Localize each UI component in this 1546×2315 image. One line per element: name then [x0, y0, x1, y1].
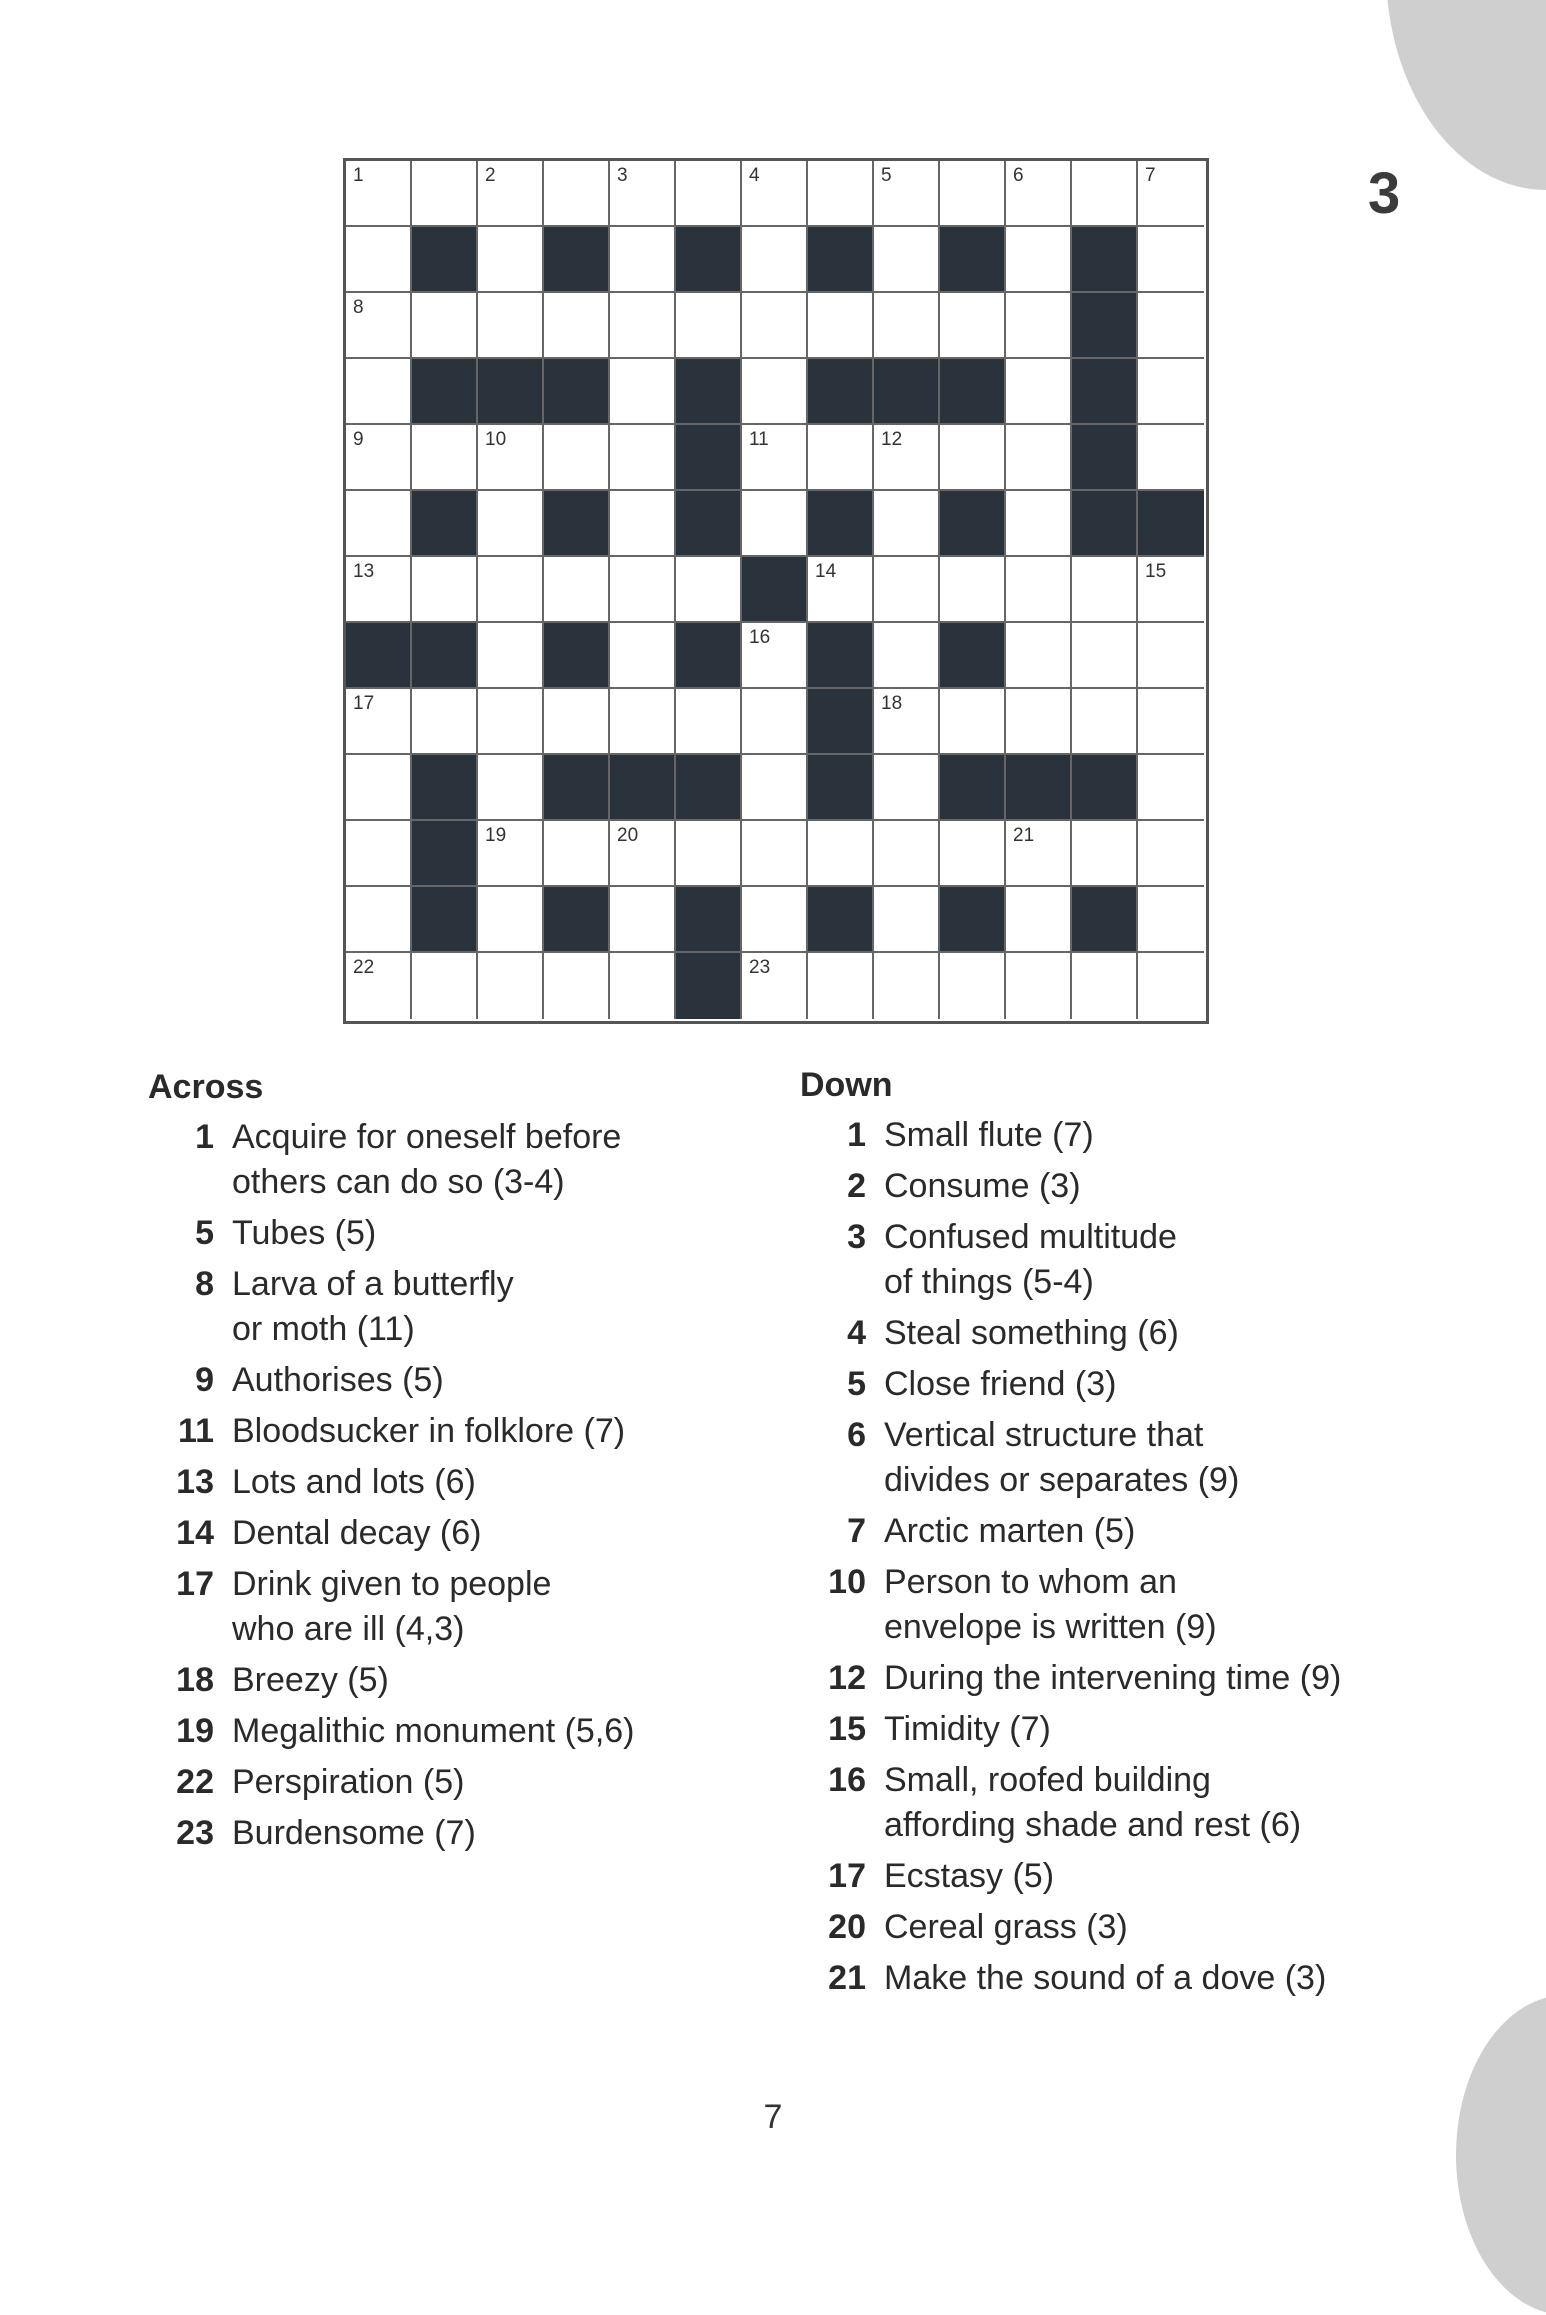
black-square — [676, 359, 742, 425]
answer-cell[interactable] — [412, 425, 478, 491]
page-number: 7 — [763, 2098, 783, 2136]
answer-cell[interactable] — [346, 953, 412, 1019]
puzzle-number: 3 — [1368, 161, 1401, 226]
clue-text: Vertical structure that divides or separates (9) — [884, 1416, 1240, 1499]
answer-cell[interactable] — [742, 953, 808, 1019]
answer-cell[interactable] — [1138, 689, 1204, 755]
cell-number: 5 — [881, 165, 892, 186]
black-square — [412, 821, 478, 887]
black-square — [808, 755, 874, 821]
cell-number: 15 — [1145, 561, 1167, 582]
clue-text: During the intervening time (9) — [884, 1659, 1342, 1697]
clue-text: Small, roofed building affording shade and rest (6) — [884, 1761, 1302, 1844]
clue-text: Dental decay (6) — [232, 1514, 482, 1552]
black-square — [544, 755, 610, 821]
clue-number: 16 — [828, 1761, 866, 1799]
clue-number: 21 — [828, 1959, 866, 1997]
answer-cell[interactable] — [1138, 161, 1204, 227]
down-clue — [800, 1311, 1420, 1356]
answer-cell[interactable] — [1072, 557, 1138, 623]
answer-cell[interactable] — [808, 425, 874, 491]
black-square — [940, 359, 1006, 425]
answer-cell[interactable] — [874, 953, 940, 1019]
across-clue — [148, 1409, 708, 1454]
black-square — [676, 887, 742, 953]
cell-number: 10 — [485, 429, 507, 450]
clue-number: 12 — [828, 1659, 866, 1697]
black-square — [1072, 755, 1138, 821]
answer-cell[interactable] — [1138, 953, 1204, 1019]
clue-number: 7 — [847, 1512, 866, 1550]
black-square — [1072, 227, 1138, 293]
clue-text: Acquire for oneself before others can do so (3-4) — [232, 1118, 622, 1201]
black-square — [1072, 491, 1138, 557]
answer-cell[interactable] — [544, 689, 610, 755]
black-square — [676, 623, 742, 689]
black-square — [544, 887, 610, 953]
page-curl-decoration — [1456, 1995, 1546, 2315]
black-square — [808, 227, 874, 293]
clue-text: Tubes (5) — [232, 1214, 377, 1252]
clue-number: 5 — [847, 1365, 866, 1403]
answer-cell[interactable] — [478, 953, 544, 1019]
clue-text: Ecstasy (5) — [884, 1857, 1055, 1895]
answer-cell[interactable] — [1072, 953, 1138, 1019]
clue-number: 14 — [176, 1514, 214, 1552]
across-heading: Across — [148, 1068, 264, 1106]
across-clue — [148, 1658, 708, 1703]
black-square — [940, 887, 1006, 953]
black-square — [412, 227, 478, 293]
clue-text: Burdensome (7) — [232, 1814, 476, 1852]
answer-cell[interactable] — [610, 227, 676, 293]
answer-cell[interactable] — [478, 557, 544, 623]
answer-cell[interactable] — [874, 161, 940, 227]
black-square — [940, 623, 1006, 689]
clue-text: Person to whom an envelope is written (9) — [884, 1563, 1217, 1646]
answer-cell[interactable] — [610, 953, 676, 1019]
clue-text: Timidity (7) — [884, 1710, 1051, 1748]
answer-cell[interactable] — [676, 161, 742, 227]
answer-cell[interactable] — [874, 491, 940, 557]
answer-cell[interactable] — [1138, 227, 1204, 293]
answer-cell[interactable] — [1138, 623, 1204, 689]
down-clue — [800, 1362, 1420, 1407]
clue-text: Drink given to people who are ill (4,3) — [232, 1565, 552, 1648]
clue-number: 17 — [176, 1565, 214, 1603]
answer-cell[interactable] — [1006, 359, 1072, 425]
black-square — [676, 953, 742, 1019]
cell-number: 7 — [1145, 165, 1156, 186]
answer-cell[interactable] — [1006, 623, 1072, 689]
answer-cell[interactable] — [808, 557, 874, 623]
answer-cell[interactable] — [346, 557, 412, 623]
answer-cell[interactable] — [874, 887, 940, 953]
clue-number: 3 — [847, 1218, 866, 1256]
cell-number: 13 — [353, 561, 375, 582]
answer-cell[interactable] — [1072, 689, 1138, 755]
across-clue — [148, 1211, 708, 1256]
black-square — [412, 491, 478, 557]
clue-number: 17 — [828, 1857, 866, 1895]
answer-cell[interactable] — [874, 821, 940, 887]
cell-number: 19 — [485, 825, 507, 846]
answer-cell[interactable] — [676, 821, 742, 887]
cell-number: 3 — [617, 165, 628, 186]
across-clue — [148, 1358, 708, 1403]
clue-text: Bloodsucker in folklore (7) — [232, 1412, 626, 1450]
answer-cell[interactable] — [478, 821, 544, 887]
cell-number: 21 — [1013, 825, 1035, 846]
clue-number: 2 — [847, 1167, 866, 1205]
cell-number: 20 — [617, 825, 639, 846]
answer-cell[interactable] — [1138, 821, 1204, 887]
cell-number: 23 — [749, 957, 771, 978]
answer-cell[interactable] — [742, 821, 808, 887]
black-square — [874, 359, 940, 425]
across-clue — [148, 1709, 708, 1754]
answer-cell[interactable] — [544, 557, 610, 623]
black-square — [346, 623, 412, 689]
black-square — [544, 359, 610, 425]
answer-cell[interactable] — [742, 491, 808, 557]
clue-text: Breezy (5) — [232, 1661, 389, 1699]
down-clue — [800, 1758, 1420, 1848]
across-clue-list — [148, 1115, 708, 1862]
answer-cell[interactable] — [874, 623, 940, 689]
answer-cell[interactable] — [610, 623, 676, 689]
answer-cell[interactable] — [874, 557, 940, 623]
answer-cell[interactable] — [610, 557, 676, 623]
page-curl-decoration — [1386, 0, 1546, 190]
across-clue — [148, 1811, 708, 1856]
answer-cell[interactable] — [1006, 425, 1072, 491]
black-square — [742, 557, 808, 623]
black-square — [808, 491, 874, 557]
black-square — [1072, 293, 1138, 359]
down-clue — [800, 1113, 1420, 1158]
answer-cell[interactable] — [346, 491, 412, 557]
black-square — [412, 623, 478, 689]
cell-number: 22 — [353, 957, 375, 978]
clue-number: 13 — [176, 1463, 214, 1501]
down-clue — [800, 1560, 1420, 1650]
answer-cell[interactable] — [1006, 821, 1072, 887]
answer-cell[interactable] — [742, 887, 808, 953]
clue-text: Megalithic monument (5,6) — [232, 1712, 635, 1750]
answer-cell[interactable] — [940, 821, 1006, 887]
answer-cell[interactable] — [478, 227, 544, 293]
clue-text: Arctic marten (5) — [884, 1512, 1136, 1550]
clue-text: Confused multitude of things (5-4) — [884, 1218, 1177, 1301]
answer-cell[interactable] — [1138, 557, 1204, 623]
down-clue-list — [800, 1113, 1420, 2007]
clue-number: 1 — [195, 1118, 214, 1156]
black-square — [808, 359, 874, 425]
answer-cell[interactable] — [676, 557, 742, 623]
answer-cell[interactable] — [940, 293, 1006, 359]
black-square — [676, 227, 742, 293]
black-square — [940, 227, 1006, 293]
clue-number: 8 — [195, 1265, 214, 1303]
answer-cell[interactable] — [742, 623, 808, 689]
answer-cell[interactable] — [1138, 755, 1204, 821]
answer-cell[interactable] — [940, 557, 1006, 623]
answer-cell[interactable] — [940, 161, 1006, 227]
clue-number: 20 — [828, 1908, 866, 1946]
cell-number: 2 — [485, 165, 496, 186]
clue-text: Authorises (5) — [232, 1361, 444, 1399]
across-clue — [148, 1511, 708, 1556]
answer-cell[interactable] — [1072, 623, 1138, 689]
answer-cell[interactable] — [610, 293, 676, 359]
down-clue — [800, 1413, 1420, 1503]
cell-number: 9 — [353, 429, 364, 450]
black-square — [808, 623, 874, 689]
clue-number: 10 — [828, 1563, 866, 1601]
answer-cell[interactable] — [1006, 953, 1072, 1019]
answer-cell[interactable] — [610, 821, 676, 887]
answer-cell[interactable] — [1138, 425, 1204, 491]
black-square — [676, 755, 742, 821]
answer-cell[interactable] — [1138, 359, 1204, 425]
answer-cell[interactable] — [478, 491, 544, 557]
black-square — [676, 425, 742, 491]
black-square — [544, 227, 610, 293]
answer-cell[interactable] — [1006, 293, 1072, 359]
across-clue — [148, 1115, 708, 1205]
answer-cell[interactable] — [544, 425, 610, 491]
black-square — [676, 491, 742, 557]
answer-cell[interactable] — [610, 161, 676, 227]
cell-number: 8 — [353, 297, 364, 318]
answer-cell[interactable] — [874, 425, 940, 491]
answer-cell[interactable] — [742, 425, 808, 491]
clue-number: 15 — [828, 1710, 866, 1748]
answer-cell[interactable] — [1072, 161, 1138, 227]
black-square — [412, 887, 478, 953]
black-square — [544, 623, 610, 689]
answer-cell[interactable] — [478, 425, 544, 491]
clue-number: 19 — [176, 1712, 214, 1750]
answer-cell[interactable] — [478, 689, 544, 755]
answer-cell[interactable] — [1006, 557, 1072, 623]
answer-cell[interactable] — [412, 161, 478, 227]
answer-cell[interactable] — [742, 755, 808, 821]
clue-text: Steal something (6) — [884, 1314, 1179, 1352]
answer-cell[interactable] — [808, 953, 874, 1019]
black-square — [1072, 425, 1138, 491]
answer-cell[interactable] — [1138, 293, 1204, 359]
answer-cell[interactable] — [742, 689, 808, 755]
answer-cell[interactable] — [346, 359, 412, 425]
cell-number: 16 — [749, 627, 771, 648]
across-clue — [148, 1262, 708, 1352]
answer-cell[interactable] — [412, 293, 478, 359]
answer-cell[interactable] — [544, 821, 610, 887]
clue-number: 1 — [847, 1116, 866, 1154]
answer-cell[interactable] — [346, 689, 412, 755]
clue-text: Cereal grass (3) — [884, 1908, 1128, 1946]
clue-text: Consume (3) — [884, 1167, 1081, 1205]
answer-cell[interactable] — [940, 953, 1006, 1019]
black-square — [412, 359, 478, 425]
answer-cell[interactable] — [742, 227, 808, 293]
answer-cell[interactable] — [346, 821, 412, 887]
answer-cell[interactable] — [1138, 887, 1204, 953]
black-square — [1072, 887, 1138, 953]
clue-number: 22 — [176, 1763, 214, 1801]
answer-cell[interactable] — [610, 887, 676, 953]
answer-cell[interactable] — [940, 425, 1006, 491]
answer-cell[interactable] — [1006, 689, 1072, 755]
across-clue — [148, 1562, 708, 1652]
down-clue — [800, 1656, 1420, 1701]
answer-cell[interactable] — [412, 557, 478, 623]
clue-text: Make the sound of a dove (3) — [884, 1959, 1327, 1997]
cell-number: 11 — [749, 429, 769, 450]
clue-number: 4 — [847, 1314, 866, 1352]
black-square — [808, 689, 874, 755]
answer-cell[interactable] — [874, 293, 940, 359]
answer-cell[interactable] — [346, 161, 412, 227]
clue-number: 5 — [195, 1214, 214, 1252]
answer-cell[interactable] — [544, 161, 610, 227]
clue-number: 23 — [176, 1814, 214, 1852]
down-clue — [800, 1956, 1420, 2001]
answer-cell[interactable] — [412, 953, 478, 1019]
black-square — [478, 359, 544, 425]
answer-cell[interactable] — [478, 755, 544, 821]
down-clue — [800, 1164, 1420, 1209]
answer-cell[interactable] — [676, 293, 742, 359]
answer-cell[interactable] — [346, 887, 412, 953]
answer-cell[interactable] — [940, 689, 1006, 755]
cell-number: 1 — [353, 165, 364, 186]
answer-cell[interactable] — [478, 161, 544, 227]
answer-cell[interactable] — [346, 755, 412, 821]
answer-cell[interactable] — [742, 293, 808, 359]
answer-cell[interactable] — [874, 689, 940, 755]
answer-cell[interactable] — [346, 293, 412, 359]
down-clue — [800, 1707, 1420, 1752]
black-square — [940, 491, 1006, 557]
answer-cell[interactable] — [742, 359, 808, 425]
answer-cell[interactable] — [676, 689, 742, 755]
answer-cell[interactable] — [544, 293, 610, 359]
answer-cell[interactable] — [412, 689, 478, 755]
clue-text: Perspiration (5) — [232, 1763, 465, 1801]
across-clue — [148, 1460, 708, 1505]
answer-cell[interactable] — [610, 689, 676, 755]
black-square — [1072, 359, 1138, 425]
clue-text: Small flute (7) — [884, 1116, 1094, 1154]
clue-number: 9 — [195, 1361, 214, 1399]
clue-text: Close friend (3) — [884, 1365, 1117, 1403]
answer-cell[interactable] — [808, 161, 874, 227]
down-heading: Down — [800, 1066, 893, 1104]
answer-cell[interactable] — [1006, 227, 1072, 293]
answer-cell[interactable] — [1072, 821, 1138, 887]
down-clue — [800, 1905, 1420, 1950]
across-clue — [148, 1760, 708, 1805]
answer-cell[interactable] — [742, 161, 808, 227]
answer-cell[interactable] — [874, 755, 940, 821]
black-square — [1006, 755, 1072, 821]
black-square — [808, 887, 874, 953]
black-square — [1138, 491, 1204, 557]
answer-cell[interactable] — [808, 821, 874, 887]
cell-number: 17 — [353, 693, 375, 714]
cell-number: 4 — [749, 165, 760, 186]
clue-number: 11 — [178, 1412, 214, 1450]
answer-cell[interactable] — [1006, 161, 1072, 227]
answer-cell[interactable] — [346, 227, 412, 293]
answer-cell[interactable] — [1006, 887, 1072, 953]
black-square — [940, 755, 1006, 821]
answer-cell[interactable] — [478, 887, 544, 953]
answer-cell[interactable] — [610, 359, 676, 425]
answer-cell[interactable] — [1006, 491, 1072, 557]
cell-number: 12 — [881, 429, 903, 450]
clue-text: Larva of a butterfly or moth (11) — [232, 1265, 514, 1348]
answer-cell[interactable] — [610, 425, 676, 491]
cell-number: 14 — [815, 561, 837, 582]
clue-number: 18 — [176, 1661, 214, 1699]
clue-text: Lots and lots (6) — [232, 1463, 476, 1501]
answer-cell[interactable] — [544, 953, 610, 1019]
black-square — [544, 491, 610, 557]
down-clue — [800, 1854, 1420, 1899]
answer-cell[interactable] — [874, 227, 940, 293]
answer-cell[interactable] — [808, 293, 874, 359]
answer-cell[interactable] — [610, 491, 676, 557]
answer-cell[interactable] — [478, 623, 544, 689]
answer-cell[interactable] — [346, 425, 412, 491]
black-square — [412, 755, 478, 821]
clue-number: 6 — [847, 1416, 866, 1454]
answer-cell[interactable] — [478, 293, 544, 359]
black-square — [610, 755, 676, 821]
down-clue — [800, 1215, 1420, 1305]
cell-number: 6 — [1013, 165, 1024, 186]
down-clue — [800, 1509, 1420, 1554]
cell-number: 18 — [881, 693, 903, 714]
crossword-grid — [343, 158, 1209, 1024]
